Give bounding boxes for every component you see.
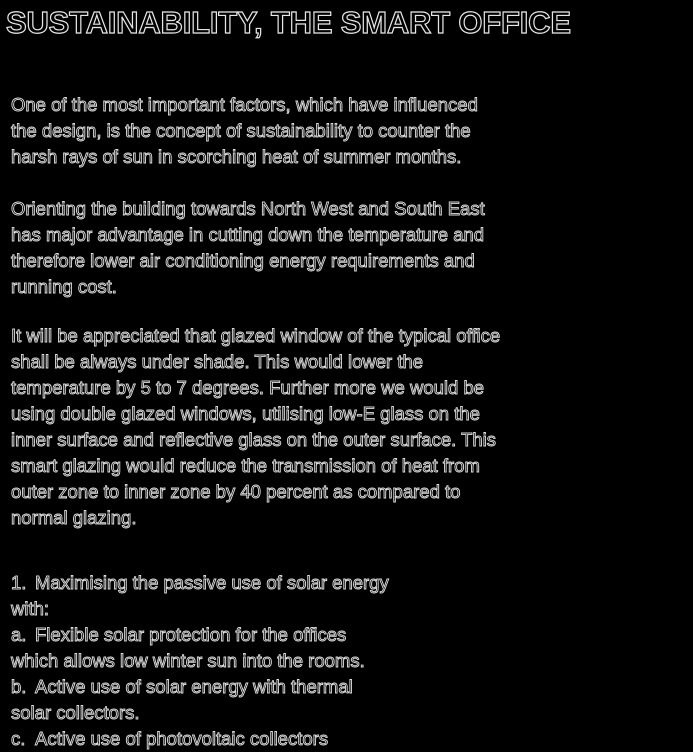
list-item-text: Active use of solar energy with thermal	[35, 676, 353, 697]
list-item-text: with:	[11, 598, 50, 619]
list-marker: a.	[11, 624, 27, 645]
paragraph-line: inner surface and reflective glass on the outer surface. This	[11, 429, 497, 450]
paragraph-orientation	[11, 196, 671, 300]
paragraph-line: harsh rays of sun in scorching heat of summer months.	[11, 146, 462, 167]
list-marker: b.	[11, 676, 27, 697]
list-item-text: solar collectors.	[11, 702, 140, 723]
paragraph-line: temperature by 5 to 7 degrees. Further more we would be	[11, 377, 485, 398]
paragraph-line: the design, is the concept of sustainability to counter the	[11, 120, 471, 141]
list-marker: c.	[11, 728, 26, 749]
paragraph-line: smart glazing would reduce the transmission of heat from	[11, 455, 480, 476]
paragraph-line: has major advantage in cutting down the temperature and	[11, 224, 485, 245]
paragraph-line: Orienting the building towards North West and South East	[11, 198, 485, 219]
list-marker: 1.	[11, 572, 27, 593]
list-item-text: Active use of photovoltaic collectors	[35, 728, 329, 749]
paragraph-line: therefore lower air conditioning energy requirements and	[11, 250, 475, 271]
paragraph-line: It will be appreciated that glazed window of the typical office	[11, 325, 501, 346]
list-item	[11, 674, 671, 726]
list-item-text: which allows low winter sun into the rooms.	[11, 650, 365, 671]
paragraph-line: One of the most important factors, which have influenced	[11, 94, 478, 115]
paragraph-line: running cost.	[11, 276, 117, 297]
list-item-text: Maximising the passive use of solar energy	[35, 572, 389, 593]
page-title: SUSTAINABILITY, THE SMART OFFICE	[6, 5, 571, 40]
paragraph-line: shall be always under shade. This would lower the	[11, 351, 424, 372]
paragraph-line: normal glazing.	[11, 507, 137, 528]
list-item	[11, 570, 671, 622]
paragraph-line: using double glazed windows, utilising low-E glass on the	[11, 403, 480, 424]
list-item	[11, 622, 671, 674]
paragraph-orientation-intro	[11, 92, 671, 170]
solar-measures-list	[11, 570, 671, 752]
paragraph-glazing	[11, 323, 671, 531]
paragraph-line: outer zone to inner zone by 40 percent as compared to	[11, 481, 461, 502]
list-item-text: Flexible solar protection for the offices	[35, 624, 347, 645]
list-item	[11, 726, 671, 752]
